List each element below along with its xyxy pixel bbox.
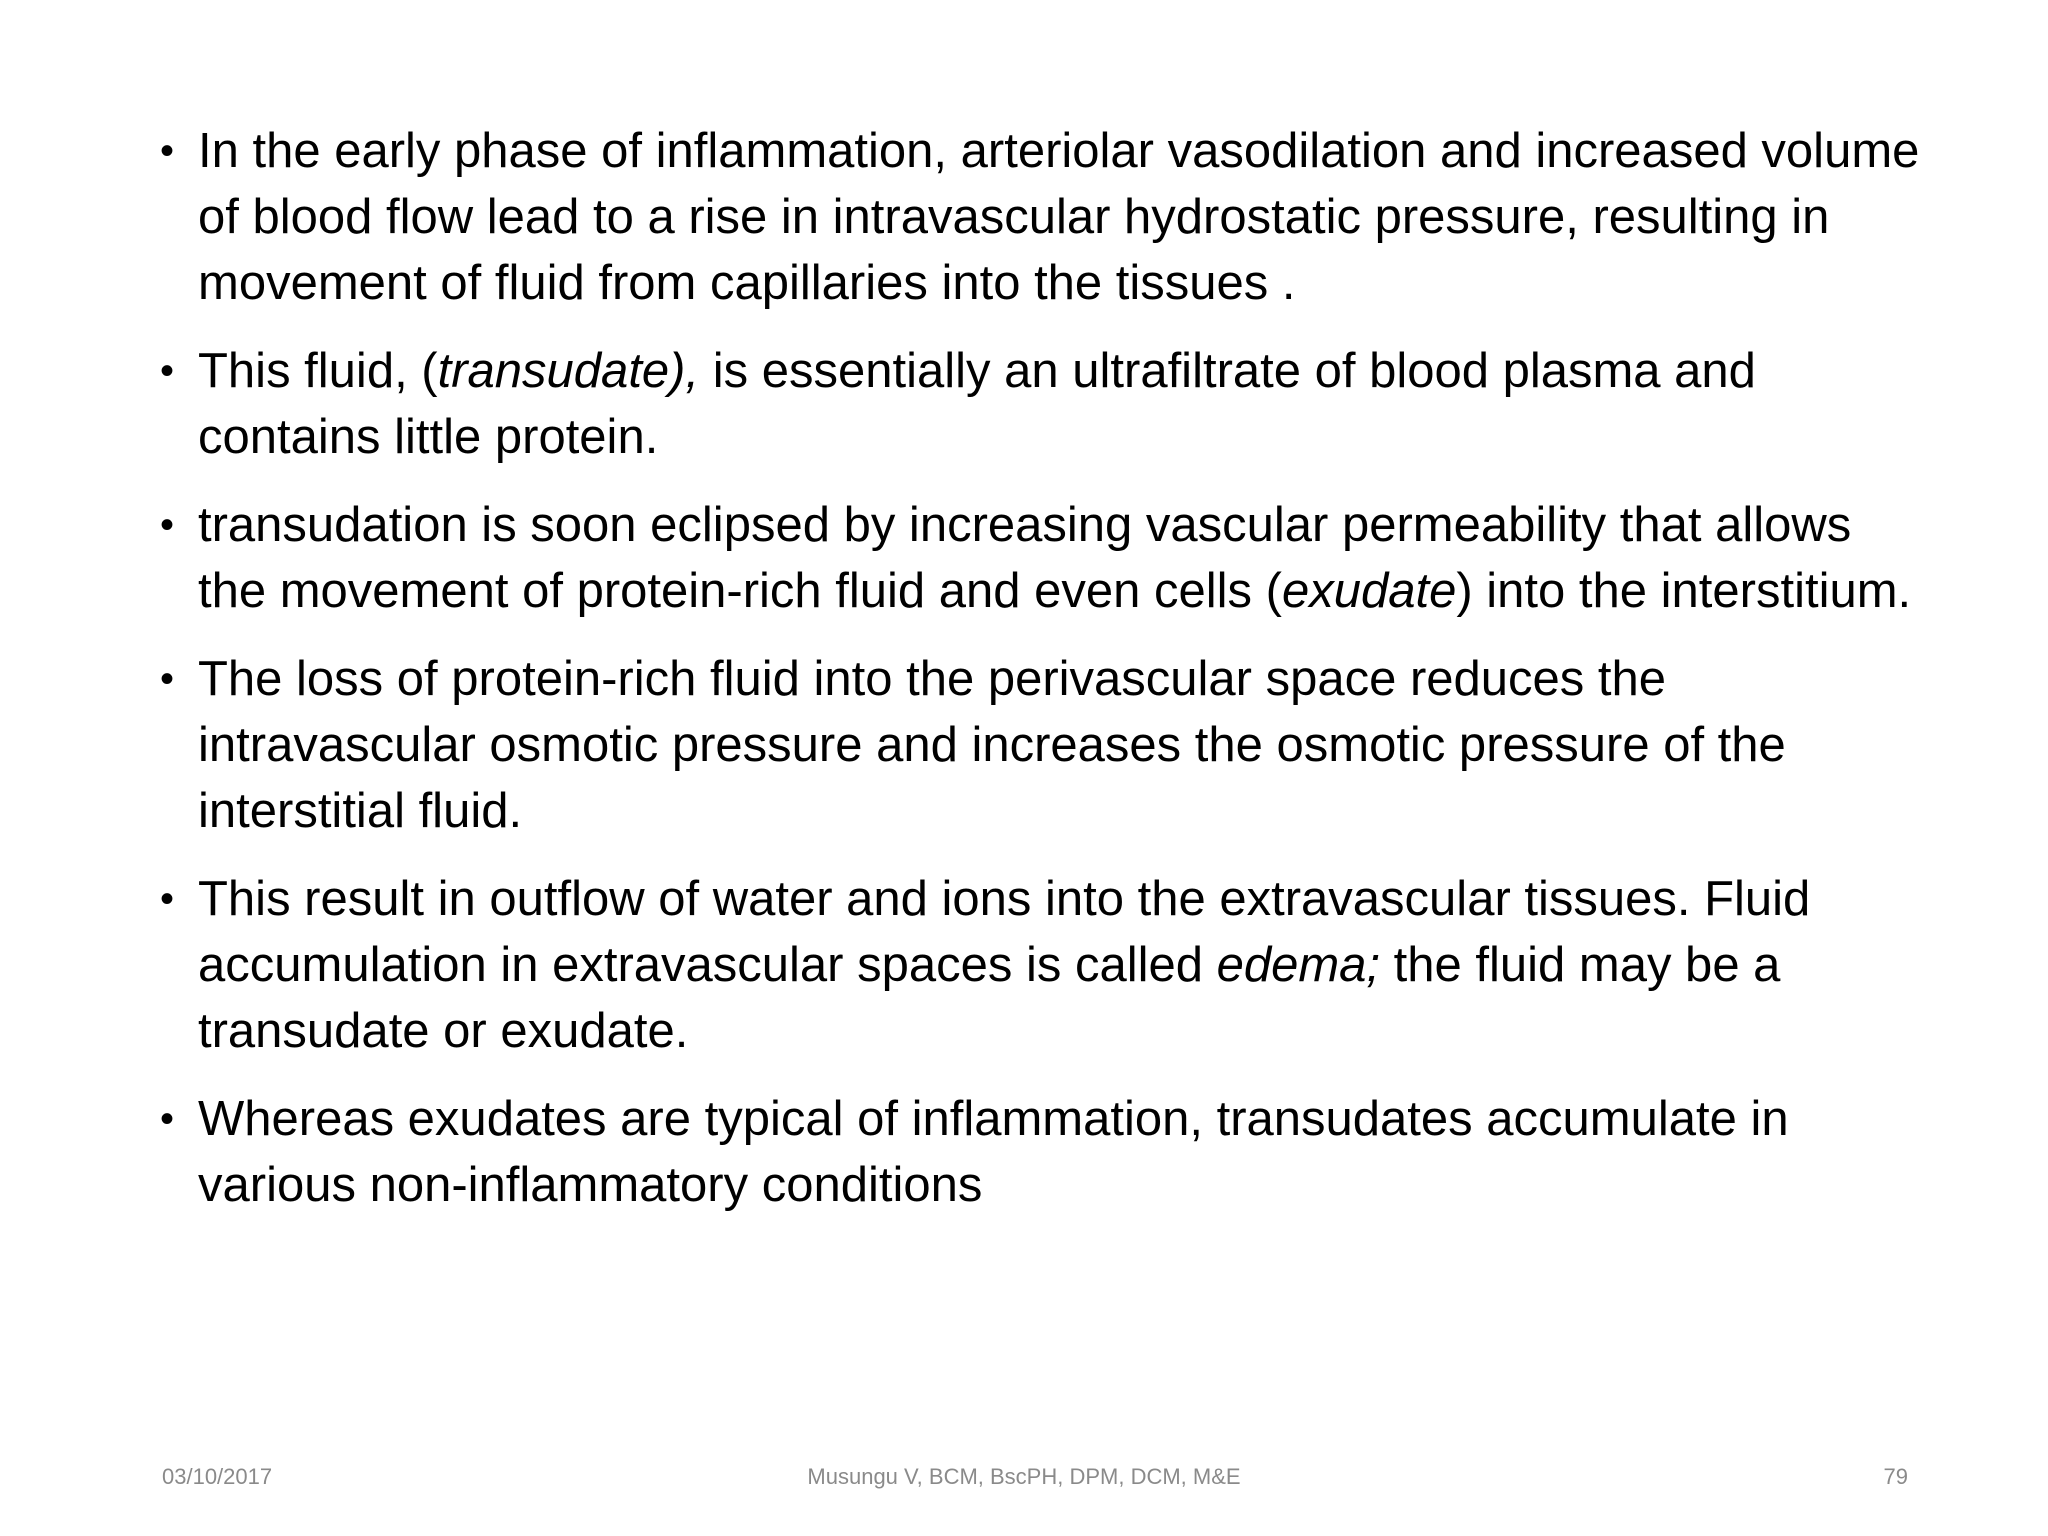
bullet-text: is essentially an ultrafiltrate of blood plasma and contains little protein. [198,344,1756,464]
footer-page-number: 79 [1883,1464,1908,1489]
bullet-item [160,492,1920,624]
bullet-marker: • [160,129,175,173]
footer-date: 03/10/2017 [162,1464,273,1489]
bullet-text: This result in outflow of water and ions into the extravascular tissues. Fluid accumulation in extravascular spaces is called [198,872,1811,992]
bullet-marker: • [160,1097,175,1141]
bullet-text: The loss of protein-rich fluid into the perivascular space reduces the intravascular osmotic pressure and increases the osmotic pressure of the interstitial fluid. [198,652,1786,838]
bullet-marker: • [160,877,175,921]
bullet-text: the fluid may be a transudate or exudate. [198,938,1781,1058]
bullet-text: ) into the interstitium. [1456,564,1912,618]
bullet-item [160,646,1920,844]
bullet-item [160,866,1920,1064]
bullet-item [160,1086,1920,1218]
bullet-text: This fluid, ( [198,344,438,398]
bullet-marker: • [160,349,175,393]
bullet-text: transudation is soon eclipsed by increasing vascular permeability that allows the movement of protein-rich fluid and even cells ( [198,498,1852,618]
bullet-text-italic: transudate), [437,344,700,398]
bullet-list [160,118,1920,1240]
bullet-item [160,338,1920,470]
bullet-text: In the early phase of inflammation, arteriolar vasodilation and increased volume of blood flow lead to a rise in intravascular hydrostatic pressure, resulting in movement of fluid from capillaries into the tissues . [198,124,1920,310]
bullet-text: Whereas exudates are typical of inflammation, transudates accumulate in various non-inflammatory conditions [198,1092,1789,1212]
bullet-marker: • [160,503,175,547]
bullet-text-italic: exudate [1281,564,1457,618]
footer-author: Musungu V, BCM, BscPH, DPM, DCM, M&E [807,1464,1241,1489]
bullet-text-italic: edema; [1216,938,1381,992]
bullet-item [160,118,1920,316]
bullet-marker: • [160,657,175,701]
